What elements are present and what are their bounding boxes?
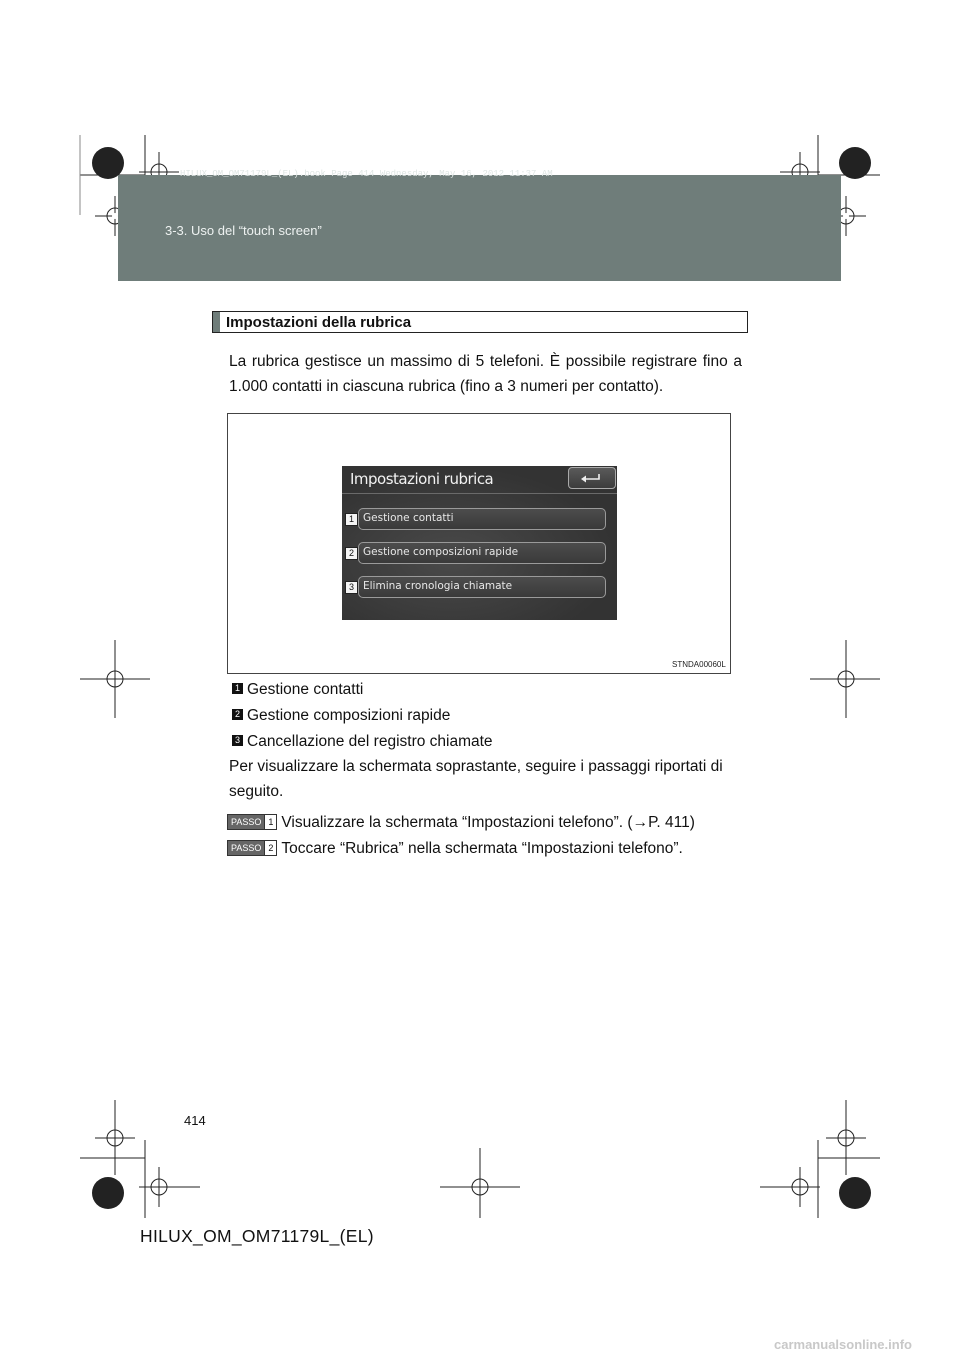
watermark: carmanualsonline.info <box>774 1337 912 1352</box>
instruction-paragraph: Per visualizzare la schermata soprastante, seguire i passaggi riportati di seguito. <box>229 758 723 800</box>
screen-back-button <box>568 467 616 489</box>
step-item <box>227 814 695 832</box>
chapter-section-title: 3-3. Uso del “touch screen” <box>165 223 322 238</box>
screen-option-button <box>358 576 606 598</box>
legend-text: Gestione composizioni rapide <box>247 707 451 724</box>
legend-item <box>232 681 363 699</box>
screen-option-button <box>358 542 606 564</box>
screen-title-divider <box>342 493 617 494</box>
book-info-line: HILUX_OM_OM71179L_(EL).book Page 414 Wednesday, May 16, 2012 11:37 AM <box>180 169 553 179</box>
legend-text: Cancellazione del registro chiamate <box>247 733 493 750</box>
step-word: PASSO <box>228 815 264 829</box>
step-word: PASSO <box>228 841 264 855</box>
figure-code: STNDA00060L <box>672 660 726 669</box>
page-number: 414 <box>184 1113 206 1128</box>
screen-option-button <box>358 508 606 530</box>
screen-option-label: Gestione contatti <box>363 512 454 524</box>
back-arrow-icon <box>569 468 615 488</box>
section-heading-text: Impostazioni della rubrica <box>226 314 412 331</box>
legend-number-badge: 3 <box>232 735 243 746</box>
step-text: Visualizzare la schermata “Impostazioni telefono”. (→P. 411) <box>281 814 695 831</box>
legend-number-badge: 2 <box>232 709 243 720</box>
step-text: Toccare “Rubrica” nella schermata “Impostazioni telefono”. <box>281 840 683 857</box>
heading-accent-bar <box>213 312 220 332</box>
screen-option-label: Gestione composizioni rapide <box>363 546 519 558</box>
step-badge <box>227 814 277 830</box>
legend-item <box>232 707 450 725</box>
document-footer: HILUX_OM_OM71179L_(EL) <box>140 1226 374 1246</box>
intro-paragraph: La rubrica gestisce un massimo di 5 telefoni. È possibile registrare fino a 1.000 contatti in ciascuna rubrica (fino a 3 numeri per contatto). <box>229 353 742 395</box>
screen-option-label: Elimina cronologia chiamate <box>363 580 513 592</box>
screen-title: Impostazioni rubrica <box>350 470 494 488</box>
step-badge <box>227 840 277 856</box>
callout-number: 3 <box>345 581 358 594</box>
section-heading <box>212 311 748 333</box>
step-number: 1 <box>264 815 276 829</box>
step-number: 2 <box>264 841 276 855</box>
callout-number: 2 <box>345 547 358 560</box>
legend-number-badge: 1 <box>232 683 243 694</box>
step-item <box>227 840 683 858</box>
legend-text: Gestione contatti <box>247 681 364 698</box>
callout-number: 1 <box>345 513 358 526</box>
touch-screen-image <box>342 466 617 620</box>
legend-item <box>232 733 493 751</box>
